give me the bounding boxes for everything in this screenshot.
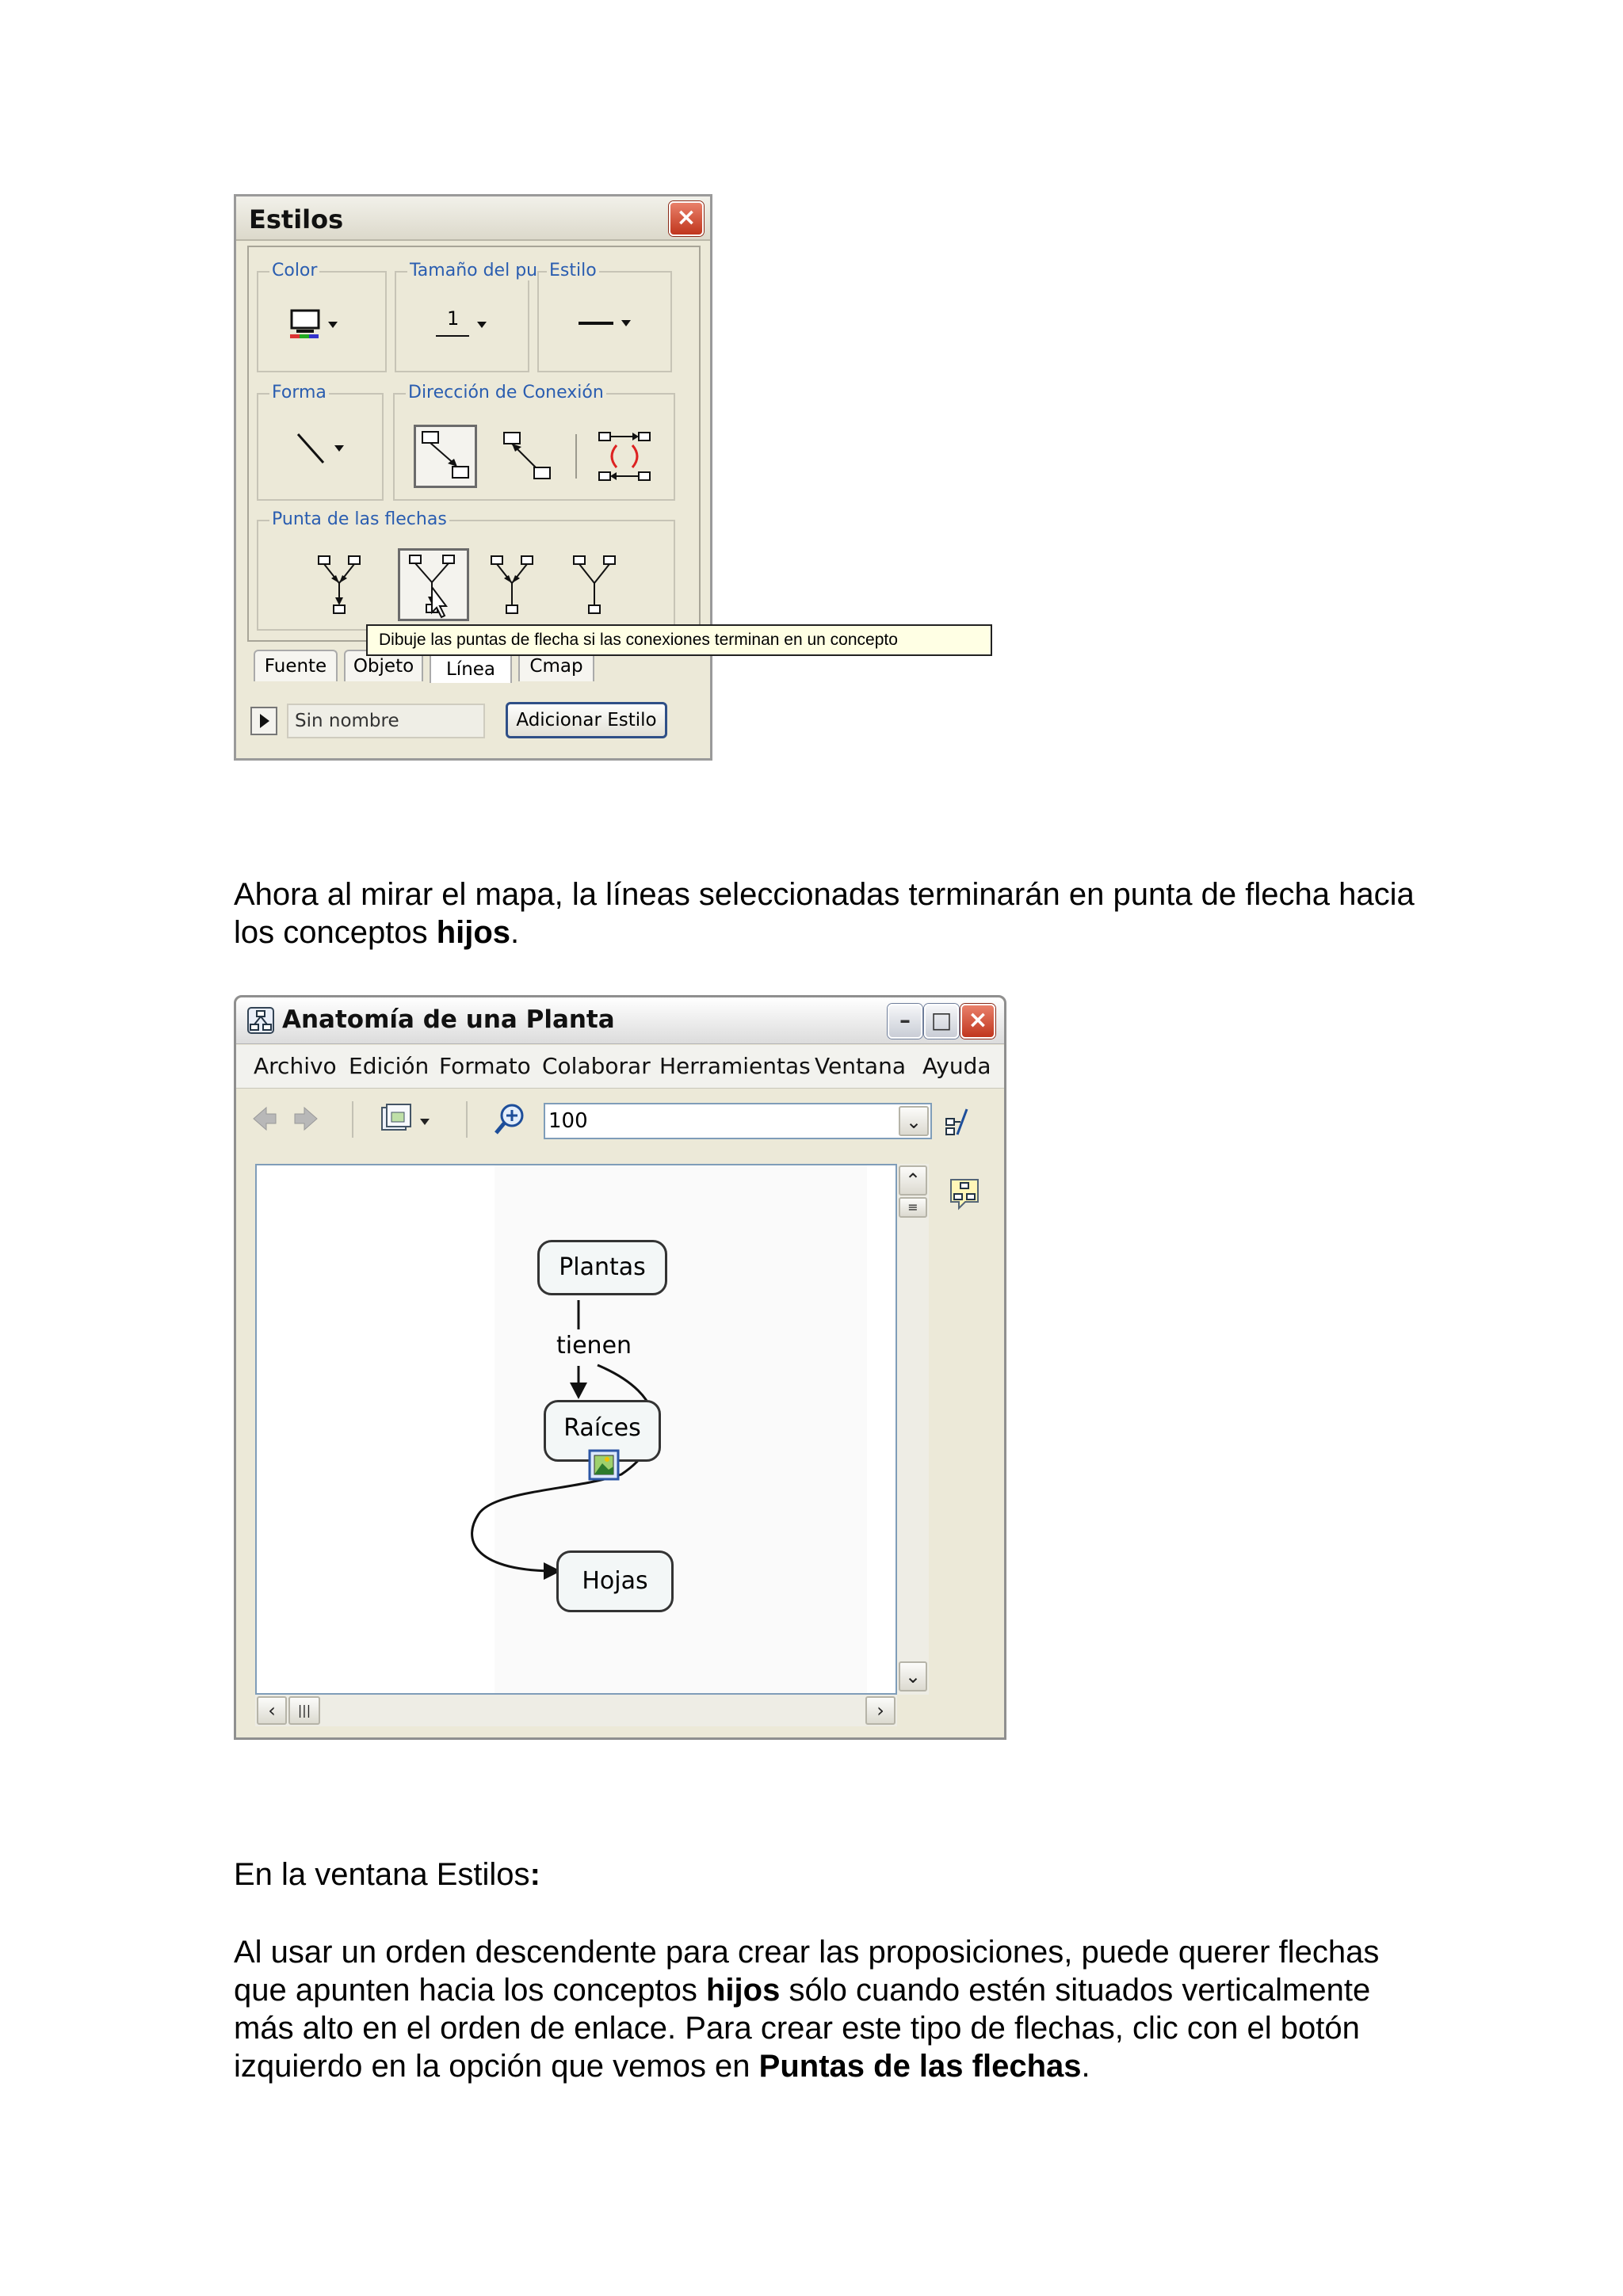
line-size-picker[interactable]	[436, 307, 499, 342]
zoom-value: 100	[548, 1109, 588, 1133]
line-style-group-label: Estilo	[547, 261, 599, 280]
line-style-picker[interactable]	[579, 312, 642, 336]
section-heading	[234, 1855, 1423, 1894]
cmap-window-titlebar[interactable]	[236, 997, 1004, 1044]
menu-herramientas[interactable]: Herramientas	[659, 1053, 811, 1079]
paragraph1-text: Ahora al mirar el mapa, la líneas seleccionadas terminarán en punta de flecha hacia los conceptos	[234, 877, 1415, 950]
menu-archivo[interactable]: Archivo	[254, 1053, 337, 1079]
link-tienen-hojas	[472, 1365, 655, 1571]
play-arrow-icon	[252, 708, 276, 734]
chevron-down-icon	[436, 307, 499, 342]
toolbar-divider	[466, 1101, 468, 1138]
line-style-group	[537, 261, 672, 372]
scroll-right-button[interactable]: ›	[865, 1696, 896, 1725]
menu-edicion[interactable]: Edición	[349, 1053, 430, 1079]
zoom-dropdown-button[interactable]: ⌄	[899, 1106, 929, 1136]
connection-direction-group	[393, 383, 675, 501]
cmap-window	[234, 995, 1006, 1740]
tab-objeto[interactable]: Objeto	[344, 650, 423, 681]
paragraph-instructions	[234, 1933, 1399, 2085]
forward-arrow-icon[interactable]	[292, 1104, 320, 1133]
horizontal-scrollbar[interactable]	[255, 1695, 897, 1726]
paragraph2-part1: Al usar un orden descendente para crear las proposiciones, puede querer flechas que apunten hacia los conceptos	[234, 1935, 1380, 2008]
toolbar-divider	[352, 1101, 353, 1138]
style-name-field[interactable]: Sin nombre	[287, 704, 485, 738]
vertical-scroll-thumb[interactable]: ≡	[899, 1197, 927, 1218]
scroll-down-button[interactable]: ⌄	[899, 1661, 927, 1691]
scroll-left-button[interactable]: ‹	[257, 1696, 287, 1725]
connection-direction-label: Dirección de Conexión	[406, 383, 606, 402]
cmap-app-icon	[247, 1007, 274, 1034]
estilos-titlebar[interactable]	[236, 196, 710, 241]
arrowheads-to-concept-icon	[400, 551, 467, 619]
estilos-panel	[234, 194, 712, 761]
shape-group	[257, 383, 384, 501]
arrowhead-raices	[570, 1383, 587, 1399]
monitor-color-icon	[290, 309, 349, 341]
menu-ayuda[interactable]: Ayuda	[922, 1053, 991, 1079]
vertical-scrollbar[interactable]	[897, 1164, 929, 1695]
paragraph-map-arrows	[234, 875, 1423, 952]
paragraph2-bold2: Puntas de las flechas	[758, 2049, 1082, 2084]
cmap-view-icon[interactable]	[946, 1177, 983, 1211]
paragraph1-end: .	[510, 915, 520, 950]
zoom-combobox[interactable]	[544, 1103, 932, 1139]
map-canvas[interactable]	[255, 1164, 897, 1695]
color-group	[257, 261, 387, 372]
menu-ventana[interactable]: Ventana	[815, 1053, 906, 1079]
size-group-label: Tamaño del pu	[407, 261, 540, 280]
size-group	[395, 261, 538, 372]
horizontal-scroll-thumb[interactable]: |||	[288, 1696, 320, 1725]
menu-formato[interactable]: Formato	[439, 1053, 531, 1079]
style-menu-button[interactable]	[250, 707, 277, 735]
view-options-icon[interactable]	[379, 1101, 434, 1136]
close-icon[interactable]: ×	[960, 1004, 995, 1039]
concept-hojas[interactable]: Hojas	[556, 1550, 674, 1612]
maximize-icon[interactable]: □	[924, 1004, 959, 1039]
image-resource-icon[interactable]	[588, 1449, 620, 1481]
style-tool-icon[interactable]	[943, 1106, 978, 1138]
direction-divider	[575, 434, 577, 479]
line-shape-picker[interactable]	[295, 431, 358, 471]
arrowheads-both-button[interactable]	[312, 553, 368, 616]
shape-group-label: Forma	[269, 383, 329, 402]
direction-down-icon	[416, 427, 475, 486]
paragraph2-bold1: hijos	[706, 1973, 781, 2008]
zoom-icon[interactable]	[493, 1101, 528, 1136]
section-heading-colon: :	[529, 1857, 540, 1892]
arrowheads-group	[257, 509, 675, 631]
scroll-up-button[interactable]: ⌃	[899, 1165, 927, 1196]
arrowheads-from-concept-button[interactable]	[485, 553, 540, 616]
paragraph1-bold: hijos	[436, 915, 511, 950]
menu-bar	[236, 1045, 1004, 1089]
estilos-properties-area	[247, 246, 701, 642]
close-icon[interactable]: ×	[669, 201, 704, 236]
menu-colaborar[interactable]: Colaborar	[542, 1053, 651, 1079]
arrowheads-group-label: Punta de las flechas	[269, 509, 449, 529]
back-arrow-icon[interactable]	[250, 1104, 279, 1133]
toolbar	[236, 1089, 1004, 1152]
cmap-window-title: Anatomía de una Planta	[282, 1005, 615, 1034]
arrowheads-tooltip: Dibuje las puntas de flecha si las conexiones terminan en un concepto	[366, 624, 992, 656]
minimize-icon[interactable]: –	[888, 1004, 922, 1039]
tab-fuente[interactable]: Fuente	[254, 650, 338, 681]
concept-raices[interactable]: Raíces	[544, 1400, 661, 1462]
arrowheads-none-button[interactable]	[567, 553, 623, 616]
arrowheads-to-concept-button[interactable]	[398, 548, 469, 621]
paragraph2-part3: .	[1081, 2049, 1090, 2084]
color-group-label: Color	[269, 261, 319, 280]
tab-cmap[interactable]: Cmap	[518, 650, 594, 681]
linking-phrase-tienen[interactable]: tienen	[556, 1332, 632, 1360]
add-style-button[interactable]: Adicionar Estilo	[506, 702, 667, 738]
line-size-value: 1	[447, 307, 460, 330]
tab-linea[interactable]: Línea	[430, 651, 512, 683]
direction-bottom-up-button[interactable]	[498, 428, 556, 486]
concept-plantas[interactable]: Plantas	[537, 1240, 667, 1295]
estilos-title: Estilos	[249, 204, 344, 235]
reverse-direction-button[interactable]	[594, 426, 658, 490]
color-picker-button[interactable]	[290, 309, 349, 341]
direction-top-down-button[interactable]	[414, 425, 477, 488]
section-heading-text: En la ventana Estilos	[234, 1857, 530, 1892]
paragraph2-part2: sólo cuando estén situados verticalmente más alto en el orden de enlace. Para crear este tipo de flechas, clic con el botón izquierdo en la opción que vemos en	[234, 1973, 1371, 2084]
